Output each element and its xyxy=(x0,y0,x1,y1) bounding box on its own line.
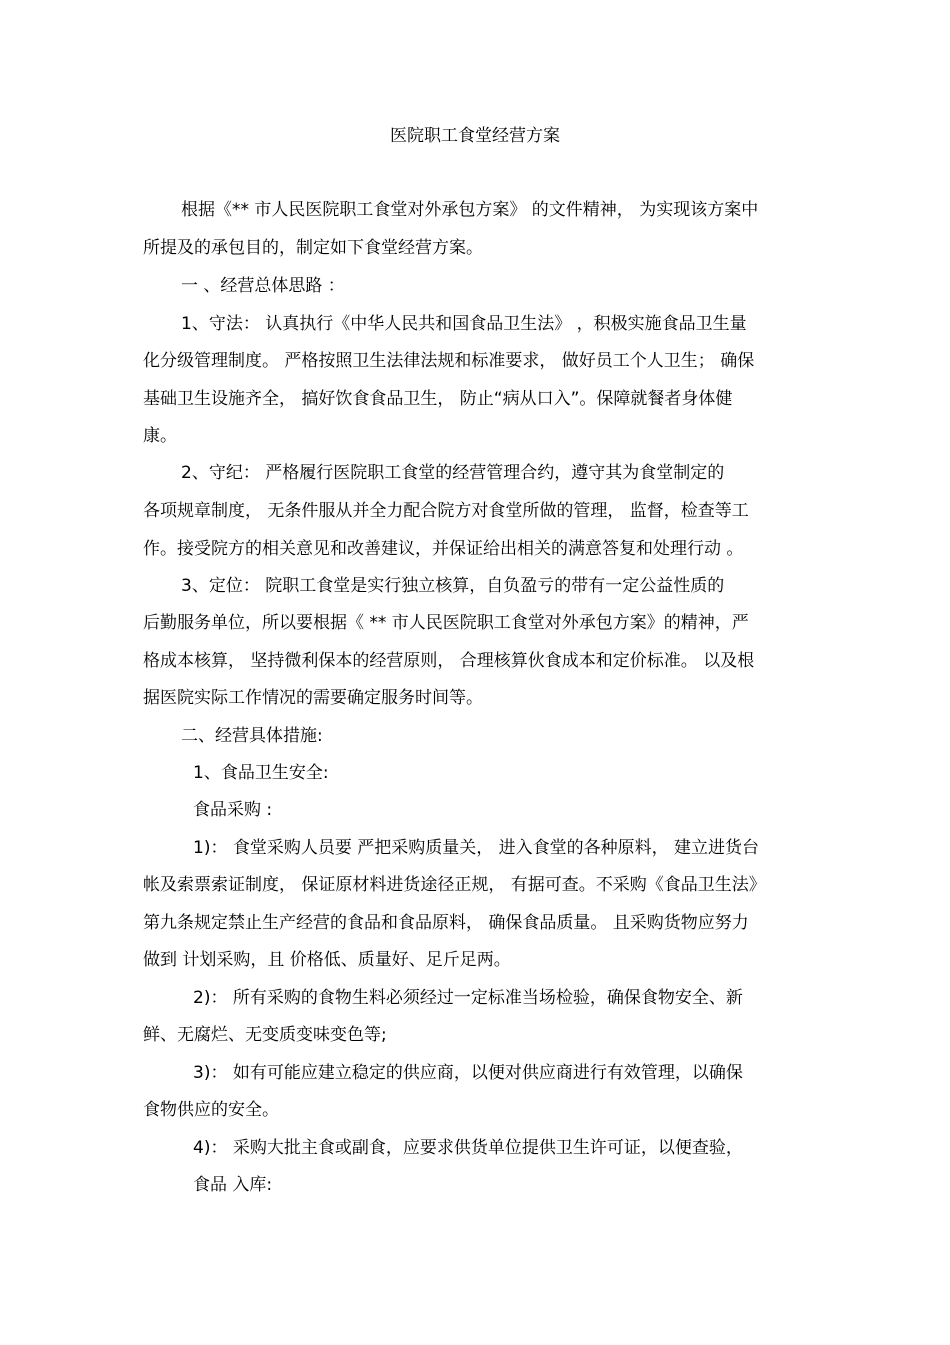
text-line: 格成本核算， 坚持微利保本的经营原则， 合理核算伙食成本和定价标准。 以及根 xyxy=(143,651,755,671)
page-title: 医院职工食堂经营方案 xyxy=(390,126,560,146)
text-line: 鲜、无腐烂、无变质变味变色等; xyxy=(143,1025,387,1045)
subsection-heading: 1、食品卫生安全: xyxy=(193,763,329,783)
text-line: 后勤服务单位，所以要根据《 ** 市人民医院职工食堂对外承包方案》的精神，严 xyxy=(143,613,749,633)
text-line: 基础卫生设施齐全， 搞好饮食食品卫生， 防止“病从口入”。保障就餐者身体健 xyxy=(143,389,733,409)
text-line: 化分级管理制度。 严格按照卫生法律法规和标准要求， 做好员工个人卫生； 确保 xyxy=(143,351,755,371)
text-line: 1)： 食堂采购人员要 严把采购质量关， 进入食堂的各种原料， 建立进货台 xyxy=(193,838,760,858)
section-heading: 一 、经营总体思路 ： xyxy=(181,276,345,296)
text-line: 所提及的承包目的，制定如下食堂经营方案。 xyxy=(143,238,483,258)
subsection-heading: 食品 入库: xyxy=(193,1175,273,1195)
text-line: 据医院实际工作情况的需要确定服务时间等。 xyxy=(143,688,483,708)
text-line: 第九条规定禁止生产经营的食品和食品原料， 确保食品质量。 且采购货物应努力 xyxy=(143,913,749,933)
text-line: 食物供应的安全。 xyxy=(143,1100,279,1120)
text-line: 做到 计划采购，且 价格低、质量好、足斤足两。 xyxy=(143,950,511,970)
text-line: 根据《** 市人民医院职工食堂对外承包方案》 的文件精神， 为实现该方案中 xyxy=(181,200,759,220)
text-line: 3)： 如有可能应建立稳定的供应商，以便对供应商进行有效管理，以确保 xyxy=(193,1063,743,1083)
text-line: 康。 xyxy=(143,426,177,446)
text-line: 作。接受院方的相关意见和改善建议，并保证给出相关的满意答复和处理行动 。 xyxy=(143,539,744,559)
section-heading: 二、经营具体措施: xyxy=(181,726,323,746)
subsection-heading: 食品采购 : xyxy=(193,800,273,820)
text-line: 各项规章制度， 无条件服从并全力配合院方对食堂所做的管理， 监督，检查等工 xyxy=(143,501,749,521)
text-line: 帐及索票索证制度， 保证原材料进货途径正规， 有据可查。不采购《食品卫生法》 xyxy=(143,875,766,895)
text-line: 2、守纪： 严格履行医院职工食堂的经营管理合约，遵守其为食堂制定的 xyxy=(181,463,725,483)
text-line: 4)： 采购大批主食或副食，应要求供货单位提供卫生许可证，以便查验， xyxy=(193,1138,743,1158)
text-line: 1、守法： 认真执行《中华人民共和国食品卫生法》 ，积极实施食品卫生量 xyxy=(181,314,747,334)
text-line: 3、定位： 院职工食堂是实行独立核算，自负盈亏的带有一定公益性质的 xyxy=(181,576,725,596)
text-line: 2)： 所有采购的食物生料必须经过一定标准当场检验，确保食物安全、新 xyxy=(193,988,743,1008)
